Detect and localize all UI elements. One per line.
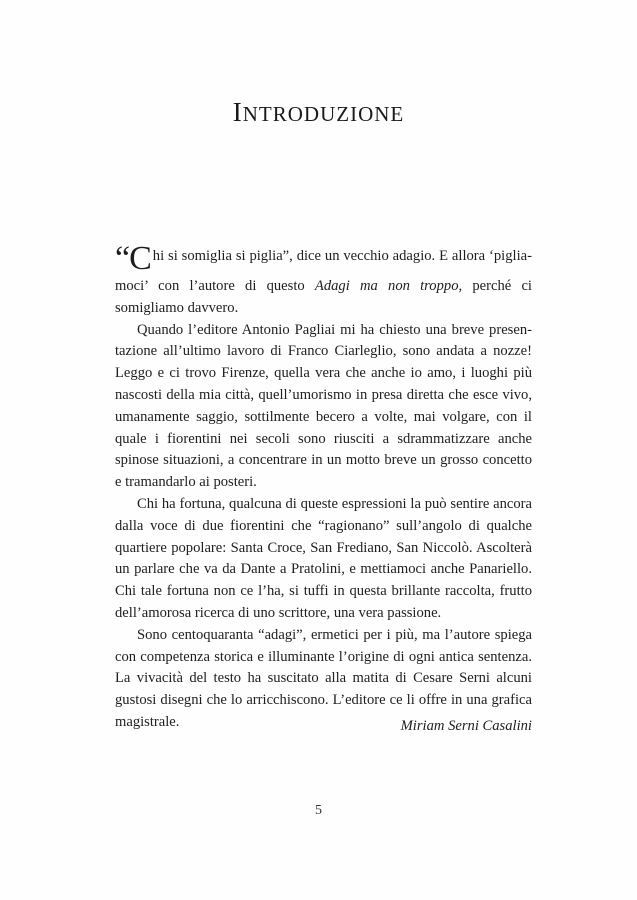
paragraph-1-text-a: hi si somiglia si piglia”, dice un vecchio adagio. E allora ‘pigliamoci’ con l’autore di questo <box>115 248 532 294</box>
paragraph-1-text-b: , perché ci somigliamo davvero. <box>115 278 532 316</box>
book-title-italic: Adagi ma non troppo <box>314 278 459 294</box>
paragraph-4: Sono centoquaranta “adagi”, ermetici per i più, ma l’autore spiega con competenza storica e illuminante l’origine di ogni antica sentenza. La vivacità del testo ha suscitato alla matita di Cesare Serni alcuni gustosi disegni che lo arricchiscono. L’editore ce li offre in una grafica magistrale. <box>115 626 532 730</box>
drop-cap: C <box>129 240 152 277</box>
opening-quote-mark: “ <box>115 240 129 277</box>
paragraph-1 <box>115 242 532 320</box>
chapter-title <box>0 97 637 128</box>
introduction-text <box>115 242 532 734</box>
title-rest: NTRODUZIONE <box>242 102 405 126</box>
paragraph-2: Quando l’editore Antonio Pagliai mi ha chiesto una breve presentazione all’ultimo lavoro di Franco Ciarleglio, sono andata a nozze! Leggo e ci trovo Firenze, quella vera che anche io amo, i luoghi più nascosti della mia città, quell’umorismo in presa diretta che esce vivo, umanamente saggio, sottilmente becero a volte, mai volgare, con il quale i fiorentini nei secoli sono riusciti a sdrammatizzare anche spinose situazioni, a concentrare in un motto breve un grosso concetto e tramandarlo ai posteri. <box>115 321 532 491</box>
title-initial: I <box>232 97 243 127</box>
page-number: 5 <box>315 803 322 818</box>
paragraph-3: Chi ha fortuna, qualcuna di queste espressioni la può sentire ancora dalla voce di due fiorentini che “ragionano” sull’angolo di qualche quartiere popolare: Santa Croce, San Frediano, San Niccolò. Ascolterà un parlare che va da Dante a Pratolini, e mettiamoci anche Panariello. Chi tale fortuna non ce l’ha, si tuffi in questa brillante raccolta, frutto dell’amorosa ricerca di uno scrittore, una vera passione. <box>115 495 532 621</box>
author-signature: Miriam Serni Casalini <box>400 718 532 734</box>
